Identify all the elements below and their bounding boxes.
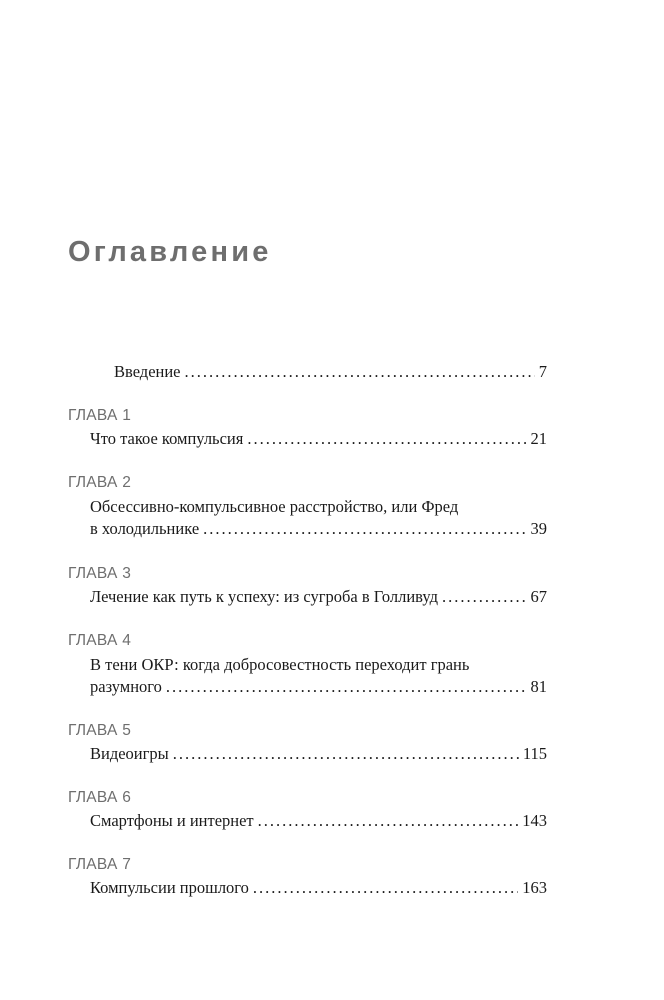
toc-entry-text: Что такое компульсия — [90, 429, 244, 448]
chapter-label: ГЛАВА 7 — [68, 856, 132, 873]
toc-entry-chapter-7[interactable] — [90, 878, 547, 898]
dot-leader — [247, 429, 526, 449]
toc-entry-chapter-4[interactable] — [90, 677, 547, 697]
dot-leader — [185, 362, 535, 382]
toc-entry-text: Смартфоны и интернет — [90, 811, 254, 830]
dot-leader — [203, 519, 526, 539]
dot-leader — [442, 587, 526, 607]
toc-entry-text: в холодильнике — [90, 519, 200, 538]
toc-entry-chapter-3[interactable] — [90, 587, 547, 607]
dot-leader — [258, 811, 519, 831]
toc-page-number: 81 — [530, 677, 547, 696]
toc-entry-text: разумного — [90, 677, 162, 696]
toc-entry-text: В тени ОКР: когда добросовестность переходит грань — [90, 655, 470, 674]
dot-leader — [253, 878, 518, 898]
chapter-label: ГЛАВА 6 — [68, 789, 132, 806]
chapter-label: ГЛАВА 4 — [68, 632, 132, 649]
toc-entry-text: Компульсии прошлого — [90, 878, 249, 897]
toc-page-number: 163 — [522, 878, 547, 897]
page-title: Оглавление — [68, 236, 272, 268]
toc-entry-chapter-5[interactable] — [90, 744, 547, 764]
toc-page-number: 67 — [530, 587, 547, 606]
toc-entry-text: Лечение как путь к успеху: из сугроба в Голливуд — [90, 587, 439, 606]
toc-page-number: 115 — [522, 744, 547, 763]
toc-entry-text: Видеоигры — [90, 744, 169, 763]
toc-entry-chapter-2[interactable] — [90, 519, 547, 539]
chapter-label: ГЛАВА 5 — [68, 722, 132, 739]
toc-entry-intro[interactable] — [114, 362, 547, 382]
dot-leader — [166, 677, 527, 697]
toc-entry-chapter-1[interactable] — [90, 429, 547, 449]
toc-page-number: 21 — [530, 429, 547, 448]
dot-leader — [173, 744, 519, 764]
chapter-label: ГЛАВА 1 — [68, 407, 132, 424]
toc-page-number: 7 — [538, 362, 547, 381]
toc-page-number: 39 — [530, 519, 547, 538]
toc-entry-chapter-6[interactable] — [90, 811, 547, 831]
chapter-label: ГЛАВА 3 — [68, 565, 132, 582]
toc-page-number: 143 — [522, 811, 547, 830]
toc-entry-text: Обсессивно-компульсивное расстройство, или Фред — [90, 497, 459, 516]
toc-entry-text: Введение — [114, 362, 181, 381]
chapter-label: ГЛАВА 2 — [68, 474, 132, 491]
